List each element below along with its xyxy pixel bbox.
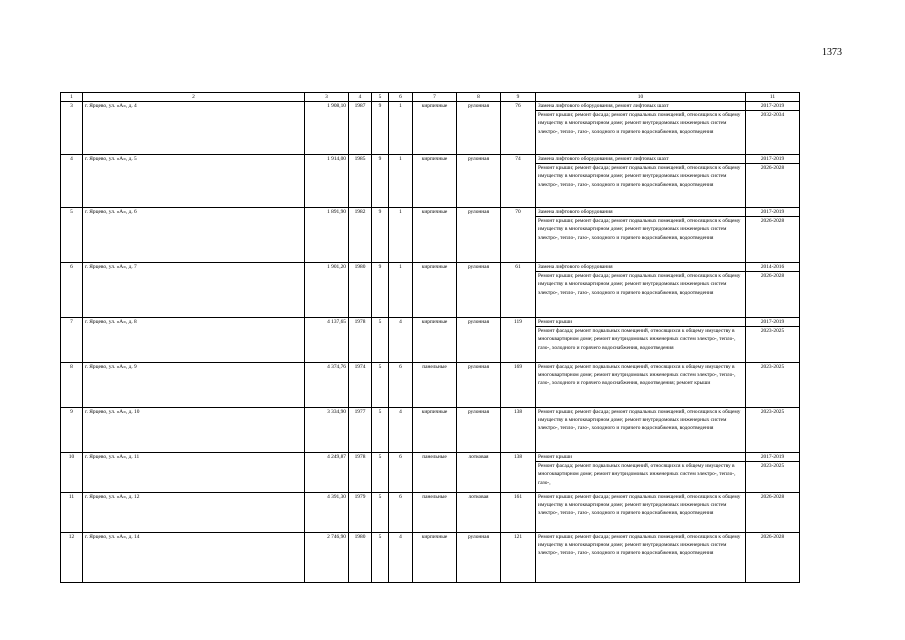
repair-period-cell — [746, 453, 800, 493]
address-cell: г. Ярцево, ул. «А», д. 9 — [83, 363, 305, 408]
row-number: 6 — [61, 263, 83, 318]
repair-period-item: 2017-2019 — [746, 453, 799, 462]
address-cell: г. Ярцево, ул. «А», д. 10 — [83, 408, 305, 453]
repair-work-item: Ремонт фасада; ремонт подвальных помещений, относящихся к общему имуществу в многоквартирном доме; ремонт внутридомовых инженерных систем электро-, тепло-, газо-, — [538, 463, 736, 486]
address-cell: г. Ярцево, ул. «А», д. 6 — [83, 208, 305, 263]
page-number: 1373 — [822, 47, 842, 58]
column-number-cell: 9 — [501, 93, 536, 102]
address-cell: г. Ярцево, ул. «А», д. 7 — [83, 263, 305, 318]
repair-work-item: Ремонт крыши — [536, 453, 745, 462]
column-number-cell: 1 — [61, 93, 83, 102]
area-cell: 1 901,20 — [305, 263, 349, 318]
wall-material-cell: панельные — [413, 493, 457, 533]
area-cell: 2 746,90 — [305, 533, 349, 583]
repair-period-item: 2023-2025 — [760, 463, 785, 470]
floors-cell: 9 — [372, 155, 389, 208]
roof-type-cell: рулонная — [457, 263, 501, 318]
roof-type-cell: рулонная — [457, 155, 501, 208]
repair-works-cell — [536, 155, 746, 208]
roof-type-cell: рулонная — [457, 408, 501, 453]
built-year-cell: 1985 — [349, 155, 372, 208]
wall-material-cell: кирпичные — [413, 318, 457, 363]
roof-type-cell: рулонная — [457, 363, 501, 408]
repair-period-cell — [746, 318, 800, 363]
wall-material-cell: кирпичные — [413, 408, 457, 453]
roof-type-cell: лотковая — [457, 453, 501, 493]
repair-works-cell — [536, 102, 746, 155]
entrances-cell: 4 — [389, 408, 413, 453]
address-cell: г. Ярцево, ул. «А», д. 5 — [83, 155, 305, 208]
entrances-cell: 1 — [389, 102, 413, 155]
repair-works-cell — [536, 493, 746, 533]
residents-cell: 169 — [501, 363, 536, 408]
repair-work-item: Замена лифтового оборудования, ремонт лифтовых шахт — [536, 102, 745, 111]
repair-period-item: 2023-2025 — [760, 364, 785, 370]
area-cell: 1 914,00 — [305, 155, 349, 208]
repair-work-item: Ремонт фасада; ремонт подвальных помещений, относящихся к общему имуществу в многоквартирном доме; ремонт внутридомовых инженерных систем электро-, тепло-, газо-, холодного и горячего водоснабжения, водоотведения; ремонт крыши — [538, 364, 736, 387]
wall-material-cell: кирпичные — [413, 263, 457, 318]
table-row — [61, 533, 800, 583]
repair-period-item: 2014-2016 — [746, 263, 799, 272]
roof-type-cell: лотковая — [457, 493, 501, 533]
area-cell: 1 908,10 — [305, 102, 349, 155]
floors-cell: 5 — [372, 533, 389, 583]
repair-work-item: Ремонт крыши; ремонт фасада; ремонт подвальных помещений, относящихся к общему имуществу в многоквартирном доме; ремонт внутридомовых инженерных систем электро-, тепло-, газо-, холодного и горячего водоснабжения, водоотведения — [538, 112, 741, 135]
repair-work-item: Замена лифтового оборудования — [536, 208, 745, 217]
row-number: 5 — [61, 208, 83, 263]
repair-period-item: 2026-2028 — [760, 165, 785, 172]
roof-type-cell: рулонная — [457, 318, 501, 363]
wall-material-cell: кирпичные — [413, 102, 457, 155]
row-number: 7 — [61, 318, 83, 363]
row-number: 3 — [61, 102, 83, 155]
table-row — [61, 208, 800, 263]
repair-period-cell — [746, 155, 800, 208]
table-row — [61, 408, 800, 453]
column-number-cell: 8 — [457, 93, 501, 102]
repair-period-item: 2023-2025 — [760, 409, 785, 415]
entrances-cell: 1 — [389, 263, 413, 318]
repair-works-cell — [536, 263, 746, 318]
repair-period-item: 2026-2028 — [760, 494, 785, 500]
floors-cell: 5 — [372, 408, 389, 453]
repair-work-item: Ремонт крыши; ремонт фасада; ремонт подвальных помещений, относящихся к общему имуществу в многоквартирном доме; ремонт внутридомовых инженерных систем электро-, тепло-, газо-, холодного и горячего водоснабжения, водоотведения — [538, 165, 741, 188]
roof-type-cell: рулонная — [457, 102, 501, 155]
repair-period-item: 2017-2019 — [746, 155, 799, 164]
wall-material-cell: панельные — [413, 453, 457, 493]
residents-cell: 119 — [501, 318, 536, 363]
row-number: 10 — [61, 453, 83, 493]
area-cell: 4 391,30 — [305, 493, 349, 533]
address-cell: г. Ярцево, ул. «А», д. 12 — [83, 493, 305, 533]
row-number: 8 — [61, 363, 83, 408]
table-row — [61, 102, 800, 155]
address-cell: г. Ярцево, ул. «А», д. 14 — [83, 533, 305, 583]
column-number-cell: 2 — [83, 93, 305, 102]
repair-works-cell — [536, 363, 746, 408]
column-number-cell: 5 — [372, 93, 389, 102]
area-cell: 3 334,90 — [305, 408, 349, 453]
repair-period-item: 2026-2028 — [760, 534, 785, 540]
housing-repair-table — [60, 92, 800, 583]
repair-period-item: 2026-2028 — [760, 273, 785, 280]
built-year-cell: 1977 — [349, 408, 372, 453]
address-cell: г. Ярцево, ул. «А», д. 4 — [83, 102, 305, 155]
floors-cell: 5 — [372, 453, 389, 493]
repair-work-item: Ремонт крыши; ремонт фасада; ремонт подвальных помещений, относящихся к общему имуществу в многоквартирном доме; ремонт внутридомовых инженерных систем электро-, тепло-, газо-, холодного и горячего водоснабжения, водоотведения — [538, 494, 741, 517]
table-row — [61, 155, 800, 208]
address-cell: г. Ярцево, ул. «А», д. 11 — [83, 453, 305, 493]
repair-period-item: 2017-2019 — [746, 208, 799, 217]
residents-cell: 138 — [501, 408, 536, 453]
entrances-cell: 4 — [389, 318, 413, 363]
built-year-cell: 1980 — [349, 533, 372, 583]
wall-material-cell: кирпичные — [413, 208, 457, 263]
repair-works-cell — [536, 453, 746, 493]
repair-work-item: Ремонт крыши; ремонт фасада; ремонт подвальных помещений, относящихся к общему имуществу в многоквартирном доме; ремонт внутридомовых инженерных систем электро-, тепло-, газо-, холодного и горячего водоснабжения, водоотведения — [538, 534, 741, 557]
address-cell: г. Ярцево, ул. «А», д. 8 — [83, 318, 305, 363]
residents-cell: 138 — [501, 453, 536, 493]
built-year-cell: 1979 — [349, 493, 372, 533]
column-number-cell: 10 — [536, 93, 746, 102]
floors-cell: 9 — [372, 102, 389, 155]
repair-period-cell — [746, 102, 800, 155]
table-row — [61, 263, 800, 318]
repair-period-cell — [746, 408, 800, 453]
wall-material-cell: панельные — [413, 363, 457, 408]
floors-cell: 5 — [372, 363, 389, 408]
repair-period-cell — [746, 208, 800, 263]
entrances-cell: 6 — [389, 453, 413, 493]
repair-works-cell — [536, 408, 746, 453]
column-number-cell: 4 — [349, 93, 372, 102]
column-number-cell: 7 — [413, 93, 457, 102]
built-year-cell: 1987 — [349, 102, 372, 155]
column-number-row — [61, 93, 800, 102]
floors-cell: 5 — [372, 318, 389, 363]
floors-cell: 9 — [372, 263, 389, 318]
repair-works-cell — [536, 533, 746, 583]
entrances-cell: 1 — [389, 155, 413, 208]
repair-work-item: Ремонт крыши — [536, 318, 745, 327]
repair-works-cell — [536, 318, 746, 363]
repair-period-item: 2026-2028 — [760, 218, 785, 225]
area-cell: 4 374,76 — [305, 363, 349, 408]
entrances-cell: 4 — [389, 533, 413, 583]
residents-cell: 61 — [501, 263, 536, 318]
table-row — [61, 453, 800, 493]
row-number: 4 — [61, 155, 83, 208]
column-number-cell: 11 — [746, 93, 800, 102]
repair-work-item: Ремонт крыши; ремонт фасада; ремонт подвальных помещений, относящихся к общему имуществу в многоквартирном доме; ремонт внутридомовых инженерных систем электро-, тепло-, газо-, холодного и горячего водоснабжения, водоотведения — [538, 273, 741, 296]
residents-cell: 70 — [501, 208, 536, 263]
built-year-cell: 1980 — [349, 263, 372, 318]
entrances-cell: 1 — [389, 208, 413, 263]
repair-works-cell — [536, 208, 746, 263]
floors-cell: 5 — [372, 493, 389, 533]
roof-type-cell: рулонная — [457, 533, 501, 583]
built-year-cell: 1978 — [349, 453, 372, 493]
wall-material-cell: кирпичные — [413, 155, 457, 208]
residents-cell: 161 — [501, 493, 536, 533]
built-year-cell: 1974 — [349, 363, 372, 408]
repair-period-item: 2023-2025 — [760, 328, 785, 335]
row-number: 9 — [61, 408, 83, 453]
repair-period-cell — [746, 493, 800, 533]
repair-work-item: Замена лифтового оборудования — [536, 263, 745, 272]
column-number-cell: 6 — [389, 93, 413, 102]
residents-cell: 74 — [501, 155, 536, 208]
table-row — [61, 363, 800, 408]
repair-work-item: Ремонт крыши; ремонт фасада; ремонт подвальных помещений, относящихся к общему имуществу в многоквартирном доме; ремонт внутридомовых инженерных систем электро-, тепло-, газо-, холодного и горячего водоснабжения, водоотведения — [538, 218, 741, 241]
residents-cell: 76 — [501, 102, 536, 155]
area-cell: 4 137,65 — [305, 318, 349, 363]
repair-period-cell — [746, 533, 800, 583]
area-cell: 4 249,87 — [305, 453, 349, 493]
repair-period-cell — [746, 363, 800, 408]
row-number: 12 — [61, 533, 83, 583]
row-number: 11 — [61, 493, 83, 533]
repair-period-item: 2017-2019 — [746, 102, 799, 111]
table-row — [61, 493, 800, 533]
wall-material-cell: кирпичные — [413, 533, 457, 583]
repair-period-item: 2017-2019 — [746, 318, 799, 327]
floors-cell: 9 — [372, 208, 389, 263]
built-year-cell: 1982 — [349, 208, 372, 263]
residents-cell: 121 — [501, 533, 536, 583]
repair-work-item: Ремонт фасада; ремонт подвальных помещений, относящихся к общему имуществу в многоквартирном доме; ремонт внутридомовых инженерных систем электро-, тепло-, газо-, холодного и горячего водоснабжения, водоотведения — [538, 328, 736, 351]
entrances-cell: 6 — [389, 363, 413, 408]
table-row — [61, 318, 800, 363]
repair-period-item: 2032-2034 — [760, 112, 785, 119]
area-cell: 1 891,90 — [305, 208, 349, 263]
repair-work-item: Замена лифтового оборудования, ремонт лифтовых шахт — [536, 155, 745, 164]
column-number-cell: 3 — [305, 93, 349, 102]
repair-period-cell — [746, 263, 800, 318]
built-year-cell: 1978 — [349, 318, 372, 363]
repair-work-item: Ремонт крыши; ремонт фасада; ремонт подвальных помещений, относящихся к общему имуществу в многоквартирном доме; ремонт внутридомовых инженерных систем электро-, тепло-, газо-, холодного и горячего водоснабжения, водоотведения — [538, 409, 741, 432]
roof-type-cell: рулонная — [457, 208, 501, 263]
entrances-cell: 6 — [389, 493, 413, 533]
